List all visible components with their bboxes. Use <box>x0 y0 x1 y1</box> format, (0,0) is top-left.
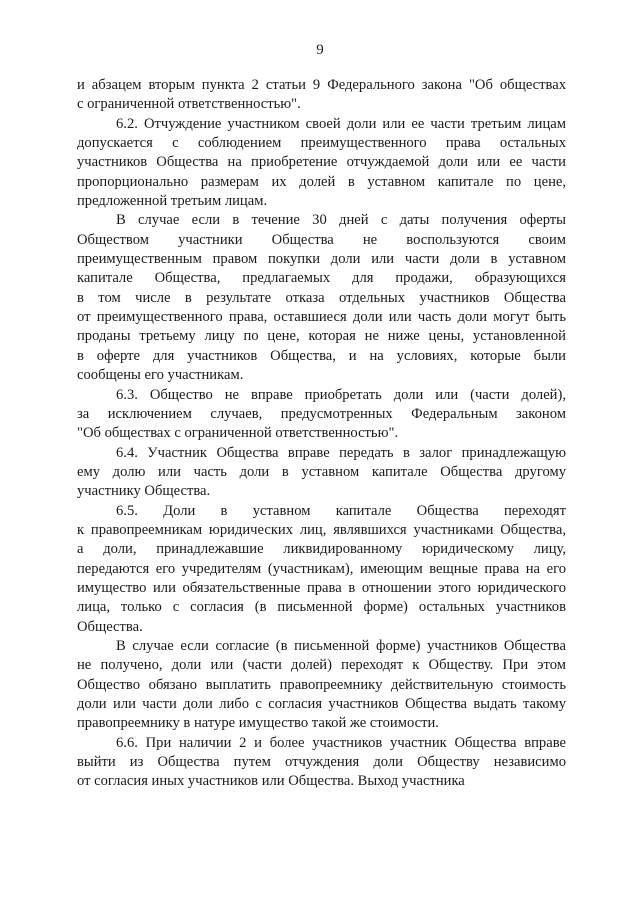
text-line: 6.5. Доли в уставном капитале Общества переходят <box>116 502 566 519</box>
text-line: 6.4. Участник Общества вправе передать в залог принадлежащую <box>116 444 566 461</box>
text-line: в оферте для участников Общества, и на условиях, которые были <box>77 347 566 364</box>
text-line: Общество обязано выплатить правопреемнику действительную стоимость <box>77 676 566 693</box>
text-line: проданы третьему лицу по цене, которая не ниже цены, установленной <box>77 328 566 345</box>
text-line: участников Общества на приобретение отчуждаемой доли или ее части <box>77 154 566 171</box>
text-line: 6.3. Общество не вправе приобретать доли или (части долей), <box>116 386 566 403</box>
paragraph <box>77 502 566 637</box>
text-line: 6.2. Отчуждение участником своей доли или ее части третьим лицам <box>116 115 566 132</box>
paragraph <box>77 637 566 734</box>
paragraph <box>77 386 566 444</box>
page-number: 9 <box>316 42 324 58</box>
text-line: преимущественным правом покупки доли или части доли в уставном <box>77 251 566 268</box>
text-line: предложенной третьим лицам. <box>77 193 268 210</box>
text-line: участнику Общества. <box>77 483 211 500</box>
text-line: от преимущественного права, оставшиеся доли или часть доли могут быть <box>77 309 566 326</box>
paragraph <box>77 211 566 385</box>
text-line: "Об обществах с ограниченной ответственностью". <box>77 425 399 442</box>
paragraph <box>77 444 566 502</box>
text-line: В случае если в течение 30 дней с даты получения оферты <box>116 212 566 229</box>
text-line: Обществом участники Общества не воспользуются своим <box>77 231 566 248</box>
paragraph <box>77 76 566 115</box>
paragraph <box>77 115 566 212</box>
paragraph <box>77 734 566 792</box>
text-line: а доли, принадлежавшие ликвидированному юридическому лицу, <box>77 541 566 558</box>
text-line: не получено, доли или (части долей) переходят к Обществу. При этом <box>77 657 566 674</box>
text-line: правопреемнику в натуре имущество такой же стоимости. <box>77 715 439 732</box>
text-line: в том числе в результате отказа отдельных участников Общества <box>77 289 566 306</box>
text-line: с ограниченной ответственностью". <box>77 96 301 113</box>
text-line: имущество или обязательственные права в отношении этого юридического <box>77 579 566 596</box>
text-line: В случае если согласие (в письменной форме) участников Общества <box>116 637 566 654</box>
text-line: 6.6. При наличии 2 и более участников участник Общества вправе <box>116 734 566 751</box>
text-line: сообщены его участникам. <box>77 367 244 384</box>
text-line: Общества. <box>77 618 143 635</box>
text-line: капитале Общества, предлагаемых для продажи, образующихся <box>77 270 566 287</box>
text-line: и абзацем вторым пункта 2 статьи 9 Федерального закона "Об обществах <box>77 77 566 93</box>
text-line: за исключением случаев, предусмотренных Федеральным законом <box>77 405 566 422</box>
text-line: выйти из Общества путем отчуждения доли Обществу независимо <box>77 754 566 771</box>
text-line: лица, только с согласия (в письменной форме) остальных участников <box>77 599 566 616</box>
text-line: пропорционально размерам их долей в уставном капитале по цене, <box>77 173 566 190</box>
text-line: передаются его учредителям (участникам), имеющим вещные права на его <box>77 560 566 577</box>
text-line: доли или части доли либо с согласия участников Общества выдать такому <box>77 696 566 712</box>
paragraph-list <box>77 76 566 792</box>
text-line: к правопреемникам юридических лиц, являвшихся участниками Общества, <box>77 521 566 538</box>
text-line: ему долю или часть доли в уставном капитале Общества другому <box>77 463 566 480</box>
text-line: допускается с соблюдением преимущественного права остальных <box>77 135 566 152</box>
text-line: от согласия иных участников или Общества. Выход участника <box>77 773 465 790</box>
document-body <box>77 76 566 792</box>
